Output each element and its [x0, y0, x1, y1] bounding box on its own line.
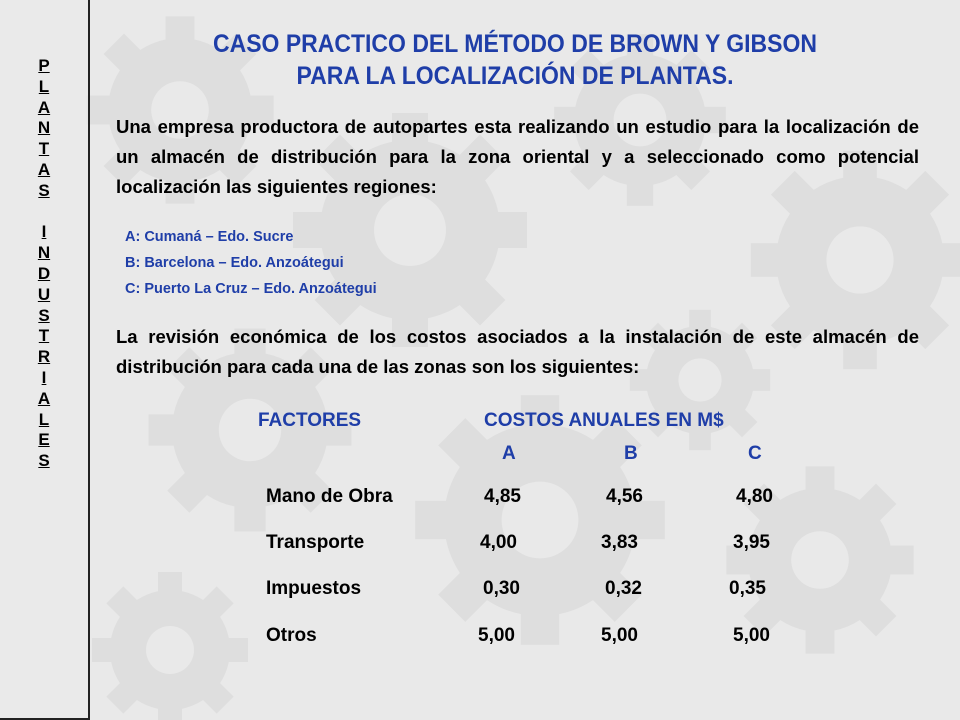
- sidebar-letter: D: [37, 263, 51, 283]
- sidebar-letter: P: [38, 56, 50, 75]
- cell-value: 3,83: [601, 532, 638, 553]
- region-item: C: Puerto La Cruz – Edo. Anzoátegui: [125, 281, 377, 297]
- sidebar-letter: A: [37, 388, 51, 408]
- review-paragraph: La revisión económica de los costos asociados a la instalación de este almacén de distribución para cada una de las zonas son los siguientes:: [116, 326, 919, 377]
- sidebar-panel: [0, 0, 90, 720]
- sidebar-letter: I: [41, 222, 47, 242]
- column-header-b: B: [624, 443, 638, 464]
- cell-value: 0,32: [605, 578, 642, 599]
- column-header-c: C: [748, 443, 762, 464]
- sidebar-letter: S: [38, 180, 50, 200]
- region-item: A: Cumaná – Edo. Sucre: [125, 229, 294, 245]
- cell-value: 4,80: [736, 486, 773, 507]
- sidebar-letter: N: [37, 118, 51, 138]
- cell-value: 4,56: [606, 486, 643, 507]
- title-line-1: CASO PRACTICO DEL MÉTODO DE BROWN Y GIBSON: [212, 30, 818, 58]
- intro-paragraph: Una empresa productora de autopartes esta realizando un estudio para la localización de un almacén de distribución para la zona oriental y a seleccionado como potencial localización las siguientes regiones:: [116, 116, 919, 197]
- cell-value: 0,35: [729, 578, 766, 599]
- regions-list: [125, 224, 377, 302]
- cell-value: 4,85: [484, 486, 521, 507]
- costs-header: COSTOS ANUALES EN M$: [484, 410, 724, 431]
- factors-header: FACTORES: [258, 410, 362, 431]
- sidebar-letter: A: [37, 159, 51, 179]
- sidebar-letter: U: [37, 284, 51, 304]
- sidebar-letter: [0, 202, 88, 223]
- vertical-section-label: [0, 56, 88, 472]
- page-title: [133, 28, 897, 92]
- cell-value: 5,00: [733, 625, 770, 646]
- sidebar-letter: S: [38, 451, 50, 471]
- sidebar-letter: L: [38, 409, 50, 429]
- title-line-2: PARA LA LOCALIZACIÓN DE PLANTAS.: [296, 62, 734, 90]
- row-label: Impuestos: [266, 578, 362, 599]
- cell-value: 5,00: [478, 625, 515, 646]
- row-label: Transporte: [266, 532, 365, 553]
- cell-value: 5,00: [601, 625, 638, 646]
- sidebar-letter: T: [38, 139, 50, 159]
- region-item: B: Barcelona – Edo. Anzoátegui: [125, 255, 344, 271]
- sidebar-letter: I: [41, 367, 47, 387]
- sidebar-letter: L: [38, 76, 50, 96]
- sidebar-letter: S: [38, 305, 50, 325]
- cell-value: 4,00: [480, 532, 517, 553]
- sidebar-letter: E: [38, 430, 50, 450]
- column-header-a: A: [502, 443, 516, 464]
- sidebar-letter: R: [37, 347, 51, 367]
- sidebar-letter: A: [37, 97, 51, 117]
- sidebar-letter: T: [38, 326, 50, 346]
- sidebar-letter: N: [37, 243, 51, 263]
- row-label: Mano de Obra: [266, 486, 393, 507]
- cell-value: 0,30: [483, 578, 520, 599]
- cell-value: 3,95: [733, 532, 770, 553]
- row-label: Otros: [266, 625, 317, 646]
